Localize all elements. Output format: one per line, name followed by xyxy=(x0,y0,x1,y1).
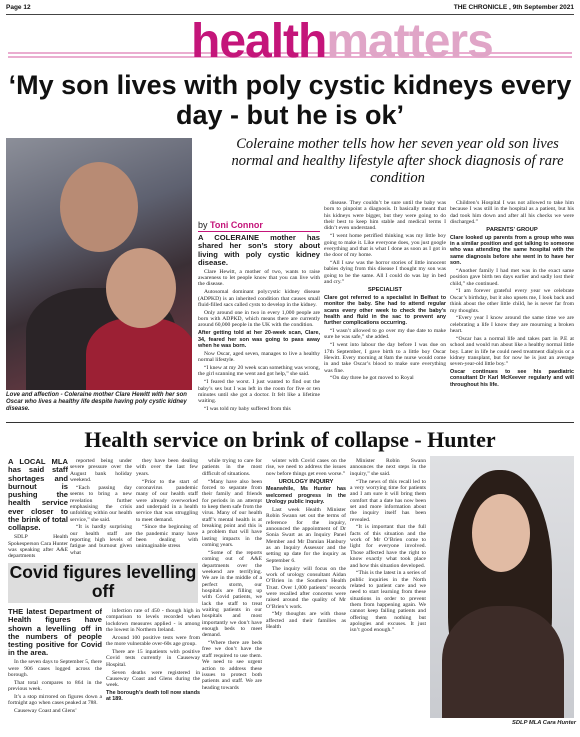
paragraph: “Many have also been forced to separate from their family and friends for periods in an attempt to keep them safe from the virus. Many of our health staff’s mental health is at breaking point and this is a problem that will have lasting impacts in the coming years. xyxy=(202,478,262,548)
covid-column-2 xyxy=(106,608,200,733)
main-headline: ‘My son lives with poly cystic kidneys every day - but he is ok’ xyxy=(8,70,572,130)
paragraph: while trying to care for patients in the most difficult of situations. xyxy=(202,458,262,477)
paragraph: It’s a stop mirrored on figures down a fortnight ago when cases peaked at 788. xyxy=(8,694,102,707)
paragraph: “On day three he got moved to Royal xyxy=(330,375,414,382)
paragraph: THE latest Department of Health figures have shown a levelling off in the numbers of people testing positive for Covid in the area. xyxy=(8,608,102,658)
paragraph: “Where there are beds free we don’t have the staff required to use them. We need to see urgent action to address these issues to protect both patients and staff. We are heading towards xyxy=(202,640,262,691)
paragraph: “I wasn’t allowed to go over my due date to make sure he was safe,” she added. xyxy=(324,328,446,341)
paragraph: “I went home petrified thinking was my little boy going to make it. Like everyone does, you just google everything and that is what I done as soon as I got in the door of my home. xyxy=(324,233,446,259)
paragraph: “Since the beginning of the pandemic many have been dealing with unimaginable stress xyxy=(136,524,198,550)
subheading: UROLOGY INQUIRY xyxy=(278,479,334,486)
paragraph: Clare Hewitt, a mother of two, wants to raise awareness to let people know that you can live with the disease. xyxy=(198,268,320,288)
paragraph: Clare looked up parents from a group who was in a similar position and got talking to someone who was attending the same hospital with the same diagnosis before she went in to have her son. xyxy=(450,234,574,267)
portrait-caption: SDLP MLA Cara Hunter xyxy=(512,720,576,726)
paragraph: “I went into labour the day before I was due on 17th September, I gave birth to a little boy Oscar Hewitt. Every morning at 8am the nurse would come in and take Oscar’s blood to make sure everything was fine. xyxy=(324,342,446,374)
paragraph: Meanwhile, Ms Hunter has welcomed progress in the Urology public inquiry. xyxy=(266,486,346,506)
paragraph: “The news of this recall led to a very worrying time for patients and I am sure it will bring them comfort that a date has now been set and more information about the inquiry itself has been revealed. xyxy=(350,478,426,523)
story2-column-2 xyxy=(70,458,132,560)
paragraph: The borough’s death toll now stands at 189. xyxy=(106,690,200,703)
paragraph: “My thoughts are with those affected and their families as Health xyxy=(266,611,346,631)
paragraph: Minister Robin Swann announces the next steps in the inquiry,” she said. xyxy=(350,458,426,477)
story1-column-1 xyxy=(198,234,320,418)
newspaper-dateline: THE CHRONICLE , 9th September 2021 xyxy=(453,4,574,11)
paragraph: After getting told at her 20-week scan, Clare, 34, feared her son was going to pass away when he was born. xyxy=(198,330,320,349)
paragraph: The inquiry will focus on the work of urology consultant Aidan O’Brien in the Southern Health Trust. Over 1,000 patients’ records were recalled after concerns were raised around the quality of Mr O’Brien’s work. xyxy=(266,565,346,610)
paragraph: disease. They couldn’t be sure until the baby was born to pinpoint a diagnosis. It basically meant that his kidneys were bigger, but they were going to do their best to keep him stable and medical terms I didn’t even understand. xyxy=(324,200,446,232)
story2-column-6 xyxy=(350,458,426,732)
covid-column-1 xyxy=(8,608,102,733)
paragraph: Causeway Coast and Glens’ xyxy=(14,708,77,715)
paragraph: winter with Covid cases on the rise, we need to address the issues now before things get even worse.” xyxy=(266,458,346,477)
section-title: healthmatters xyxy=(191,15,493,68)
second-headline: Health service on brink of collapse - Hunter xyxy=(84,427,496,452)
paragraph: reported being under severe pressure over the August bank holiday weekend. xyxy=(70,458,132,484)
paragraph: Now Oscar, aged seven, manages to live a healthy normal lifestyle. xyxy=(198,350,320,364)
paragraph: “I am forever grateful every year we celebrate Oscar’s birthday, but it also upsets me, I look back and think about the other little child, he is never far from my thoughts. xyxy=(450,288,574,314)
paragraph: “Each passing day seems to bring a new revelation further emphasising the crisis unfolding within our health service,” she said. xyxy=(70,484,132,523)
author-name: Toni Connor xyxy=(210,220,263,230)
mother-son-photo xyxy=(6,138,192,390)
paragraph: Around 100 positive tests were from the more vulnerable over-60s age group. xyxy=(106,634,200,648)
story2-column-4 xyxy=(202,458,262,720)
paragraph: “It is hardly surprising our health staff are reporting high levels of fatigue and burnout given what xyxy=(70,524,132,556)
byline-rule xyxy=(198,231,320,232)
paragraph: infection rate of 450 - though high in comparison to levels recorded when lockdown measures applied - is among the lowest in Northern Ireland. xyxy=(106,608,200,634)
story1-column-2 xyxy=(324,200,446,418)
story1-column-3 xyxy=(450,200,574,418)
page-header-bar xyxy=(6,4,574,14)
paragraph: SDLP Health Spokesperson Cara Hunter was speaking after A&E departments xyxy=(8,534,68,560)
paragraph: There are 15 inpatients with positive Covid tests currently in Causeway Hospital. xyxy=(106,649,200,668)
page-number: Page 12 xyxy=(6,4,31,11)
paragraph: Autosomal dominant polycystic kidney disease (ADPKD) is an inherited condition that causes small fluid-filled sacs called cysts to develop in the kidney. xyxy=(198,289,320,308)
paragraph: “Oscar has a normal life and takes part in P.E at school and would run about like a healthy normal little boy. Later in life he could need treatment dialysis or a kidney transplant, but for now he is just an average seven-year-old little boy.” xyxy=(450,335,574,368)
story2-column-1 xyxy=(8,458,68,560)
paragraph: Children’s Hospital I was not allowed to take him because I was still in the hospital as a patient, but his dad took him down and after all his checks we were discharged.” xyxy=(450,200,574,226)
paragraph: they have been dealing with over the last few years. xyxy=(136,458,198,477)
paragraph: Only around one in two in every 1,000 people are born with ADPKD, which means there are currently around 60,000 people in the UK with the condition. xyxy=(198,309,320,329)
paragraph: “I was told my baby suffered from this xyxy=(204,406,291,413)
subheading: SPECIALIST xyxy=(367,287,403,294)
paragraph: “It is important that the full facts of this situation and the work of Mr O’Brien come to light for everyone involved. Those affected have the right to know exactly what took place and how this situation developed. xyxy=(350,524,426,569)
paragraph: “Another family I had met was in the exact same position gave birth ten days earlier and sadly lost their child,” she continued. xyxy=(450,267,574,287)
covid-headline-box xyxy=(8,563,198,603)
section-masthead xyxy=(8,16,572,68)
paragraph: “I knew at my 20 week scan something was wrong, the girl scanning me went and got help,” she said. xyxy=(198,365,320,378)
paragraph: “Some of the reports coming out of A&E departments over the weekend are terrifying. We are in the middle of a perfect storm, our hospitals are filling up with Covid patients, we lack the staff to treat waiting patients in our hospitals and most importantly we don’t have enough beds to meet demand. xyxy=(202,549,262,639)
paragraph: “This is the latest in a series of public inquiries in the North related to patient care and we need to start learning from these situations in order to prevent them from happening again. We cannot keep failing patients and offering them nothing but apologies and excuses. It just isn’t good enough.” xyxy=(350,570,426,634)
paragraph: That total compares to 864 in the previous week. xyxy=(8,679,102,693)
byline: by Toni Connor xyxy=(198,220,263,230)
section-divider xyxy=(6,422,574,423)
photo-caption: Love and affection - Coleraine mother Clare Hewitt with her son Oscar who lives a healthy life despite having poly cystic kidney disease. xyxy=(6,392,187,412)
paragraph: “Every year I know around the same time we are celebrating a life I know they are mourning a broken heart. xyxy=(450,315,574,335)
paragraph: “Prior to the start of coronavirus pandemic many of our health staff were already overworked and underpaid in a health service that was struggling to meet demand. xyxy=(136,478,198,523)
paragraph: A COLERAINE mother has shared her son’s story about living with poly cystic kidney disease. xyxy=(198,234,320,267)
paragraph: Last week Health Minister Robin Swann set out the terms of reference for the inquiry, announced the appointment of Dr Sonia Swart as an Inquiry Panel Member and Mr Damian Hanbury as an Inquiry Assessor and the setting up date for the inquiry as September 6. xyxy=(266,506,346,564)
paragraph: “All I saw was the horror stories of little innocent babies dying from this disease I thought my son was going to be the same. All I could do was lay in bed and cry.” xyxy=(324,260,446,286)
story2-column-5 xyxy=(266,458,346,732)
paragraph: “I feared the worst. I just wanted to find out the baby’s sex but I was left in the room for five or ten minutes until she got a doctor. It felt like a lifetime waiting. xyxy=(198,379,320,405)
standfirst: Coleraine mother tells how her seven year old son lives normal and healthy lifestyle after shock diagnosis of rare condition xyxy=(231,136,564,186)
covid-headline: Covid figures levelling off xyxy=(9,562,197,601)
paragraph: A LOCAL MLA has said staff shortages and burnout is pushing the health service ever closer to the brink of total collapse. xyxy=(8,458,68,533)
subheading: PARENTS’ GROUP xyxy=(486,227,538,234)
paragraph: Clare got referred to a specialist in Belfast to monitor the baby. She had to attend regular scans every other week to check the baby’s health and fluid in the sac to prevent any further complications occurring. xyxy=(324,294,446,327)
story2-column-3 xyxy=(136,458,198,560)
paragraph: Oscar continues to see his paediatric consultant Dr Karl McKeever regularly and will throughout his life. xyxy=(450,369,574,388)
paragraph: Seven deaths were registered in Causeway Coast and Glens during the week. xyxy=(106,669,200,689)
mla-portrait-photo xyxy=(430,456,574,718)
paragraph: In the seven days to September 5, there were 906 cases logged across the borough. xyxy=(8,659,102,678)
